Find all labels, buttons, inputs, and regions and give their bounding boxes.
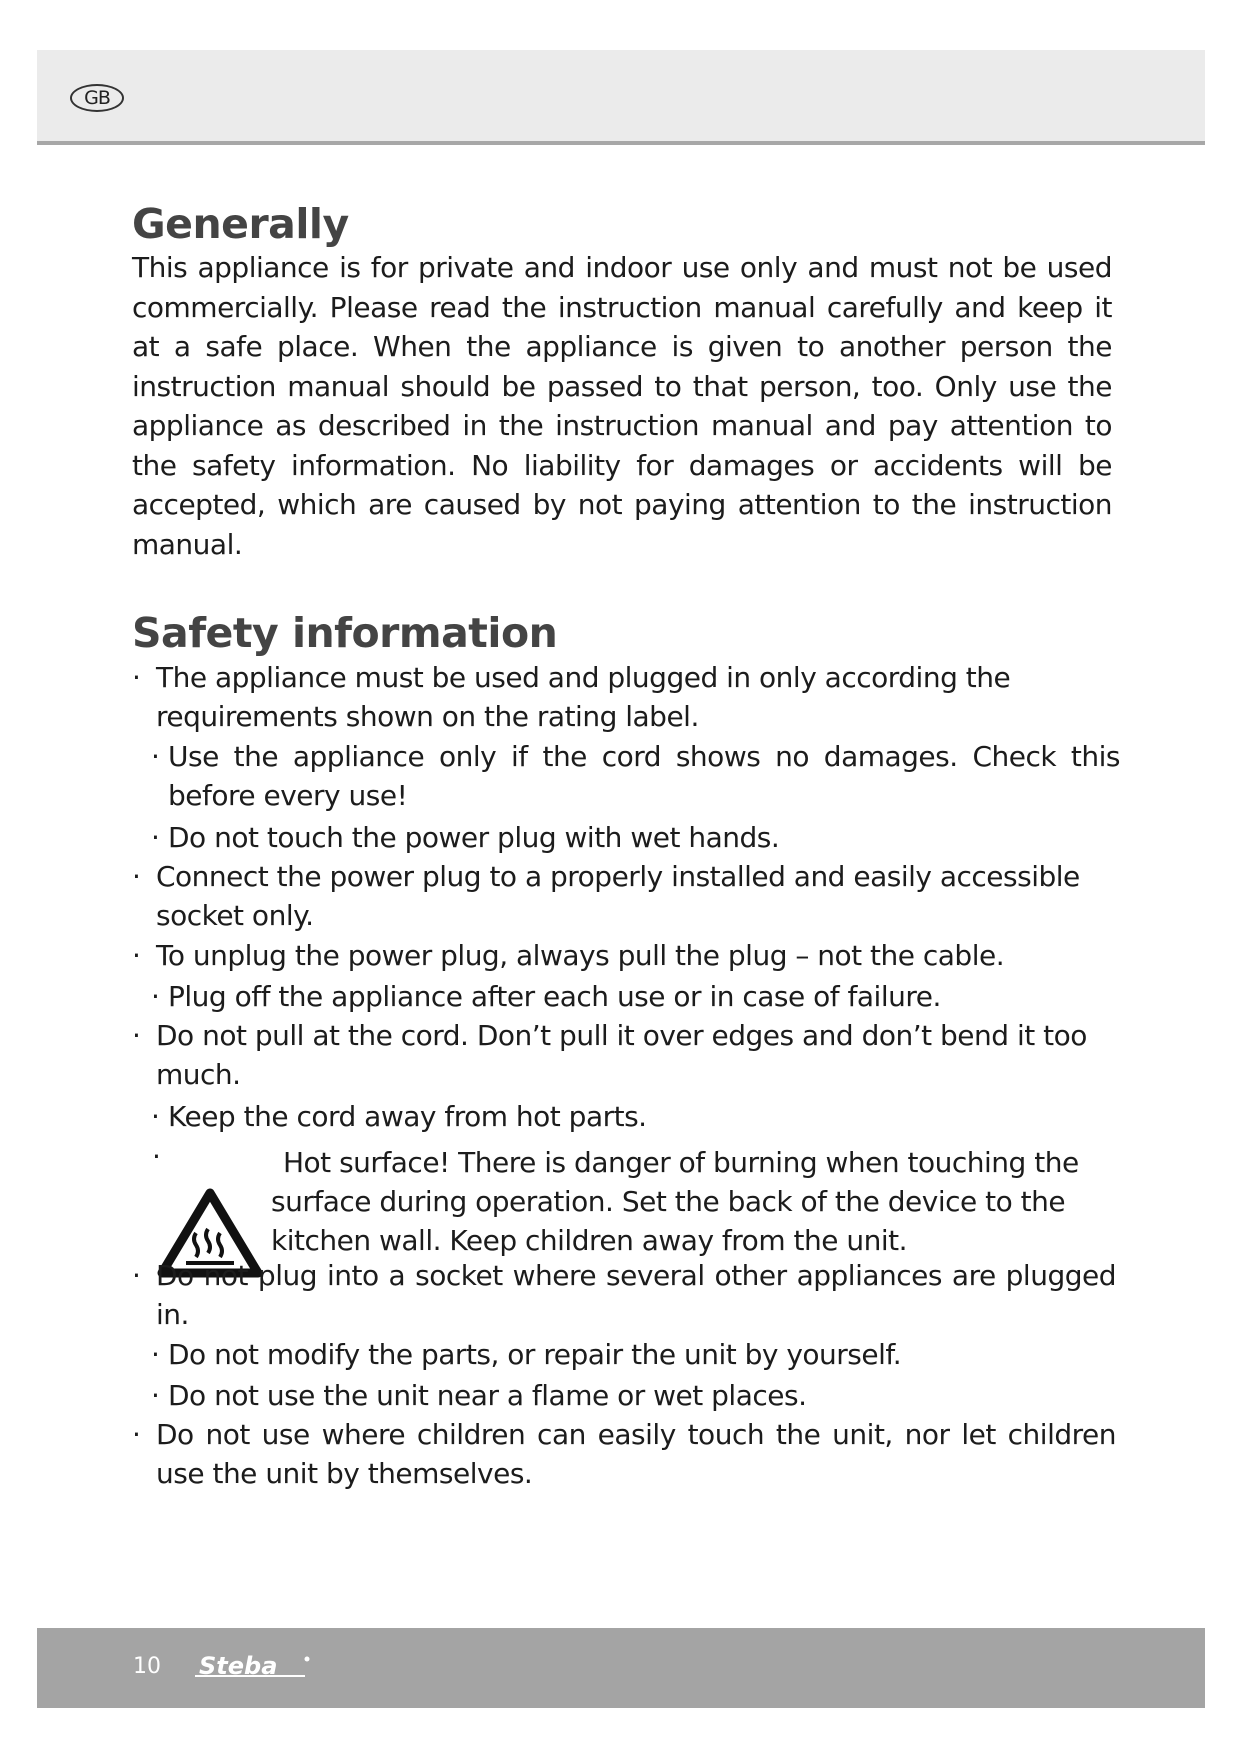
safety-item-text: The appliance must be used and plugged in only according the requirements shown on the rating label. bbox=[156, 661, 1011, 733]
bullet-dot: · bbox=[152, 1140, 161, 1173]
safety-item-text: Keep the cord away from hot parts. bbox=[168, 1100, 647, 1133]
bullet-dot: · bbox=[132, 1019, 141, 1052]
language-badge: GB bbox=[70, 84, 124, 112]
safety-item-11 bbox=[151, 1335, 1120, 1374]
safety-item-text: Use the appliance only if the cord shows no damages. Check this before every use! bbox=[168, 740, 1120, 812]
generally-heading: Generally bbox=[132, 200, 349, 248]
safety-item-12 bbox=[151, 1376, 1120, 1415]
bullet-dot: · bbox=[132, 661, 141, 694]
hot-surface-text: Hot surface! There is danger of burning when touching the surface during operation. Set the back of the device to the kitchen wall. Keep children away from the unit. bbox=[271, 1146, 1079, 1257]
safety-item-13 bbox=[132, 1415, 1116, 1493]
safety-item-text: Do not modify the parts, or repair the unit by yourself. bbox=[168, 1338, 902, 1371]
bullet-dot: · bbox=[151, 1379, 160, 1412]
bullet-dot: · bbox=[151, 821, 160, 854]
safety-item-text: Do not use the unit near a flame or wet places. bbox=[168, 1379, 807, 1412]
safety-heading: Safety information bbox=[132, 609, 558, 657]
safety-item-text: Do not touch the power plug with wet hands. bbox=[168, 821, 780, 854]
bullet-dot: · bbox=[132, 1259, 141, 1292]
safety-item-1 bbox=[132, 658, 1116, 736]
safety-item-text: Plug off the appliance after each use or in case of failure. bbox=[168, 980, 941, 1013]
safety-item-text: Connect the power plug to a properly installed and easily accessible socket only. bbox=[156, 860, 1080, 932]
safety-item-10 bbox=[132, 1256, 1116, 1334]
safety-item-2 bbox=[151, 737, 1120, 815]
footer-band bbox=[37, 1628, 1205, 1708]
header-band bbox=[37, 50, 1205, 145]
bullet-dot: · bbox=[151, 1100, 160, 1133]
safety-item-3 bbox=[151, 818, 1120, 857]
bullet-dot: · bbox=[132, 860, 141, 893]
safety-item-text: Do not pull at the cord. Don’t pull it over edges and don’t bend it too much. bbox=[156, 1019, 1087, 1091]
safety-item-5 bbox=[132, 936, 1116, 975]
bullet-dot: · bbox=[151, 740, 160, 773]
bullet-dot: · bbox=[132, 939, 141, 972]
safety-item-7 bbox=[132, 1016, 1116, 1094]
bullet-dot: · bbox=[151, 980, 160, 1013]
safety-item-text: Do not use where children can easily touch the unit, nor let children use the unit by themselves. bbox=[156, 1418, 1116, 1490]
safety-item-4 bbox=[132, 857, 1116, 935]
brand-wordmark: Steba bbox=[199, 1652, 278, 1680]
bullet-dot: · bbox=[132, 1418, 141, 1451]
bullet-dot: · bbox=[151, 1338, 160, 1371]
safety-item-8 bbox=[151, 1097, 1120, 1136]
generally-paragraph: This appliance is for private and indoor use only and must not be used commercially. Please read the instruction manual carefully and keep it at a safe place. When the appliance is given to another person the instruction manual should be passed to that person, too. Only use the appliance as described in the instruction manual and pay attention to the safety information. No liability for damages or accidents will be accepted, which are caused by not paying attention to the instruction manual. bbox=[132, 251, 1112, 561]
steba-logo bbox=[195, 1650, 315, 1686]
safety-item-text: To unplug the power plug, always pull the plug – not the cable. bbox=[156, 939, 1005, 972]
safety-item-6 bbox=[151, 977, 1120, 1016]
safety-item-text: Do not plug into a socket where several other appliances are plugged in. bbox=[156, 1259, 1116, 1331]
page-number: 10 bbox=[133, 1654, 161, 1679]
